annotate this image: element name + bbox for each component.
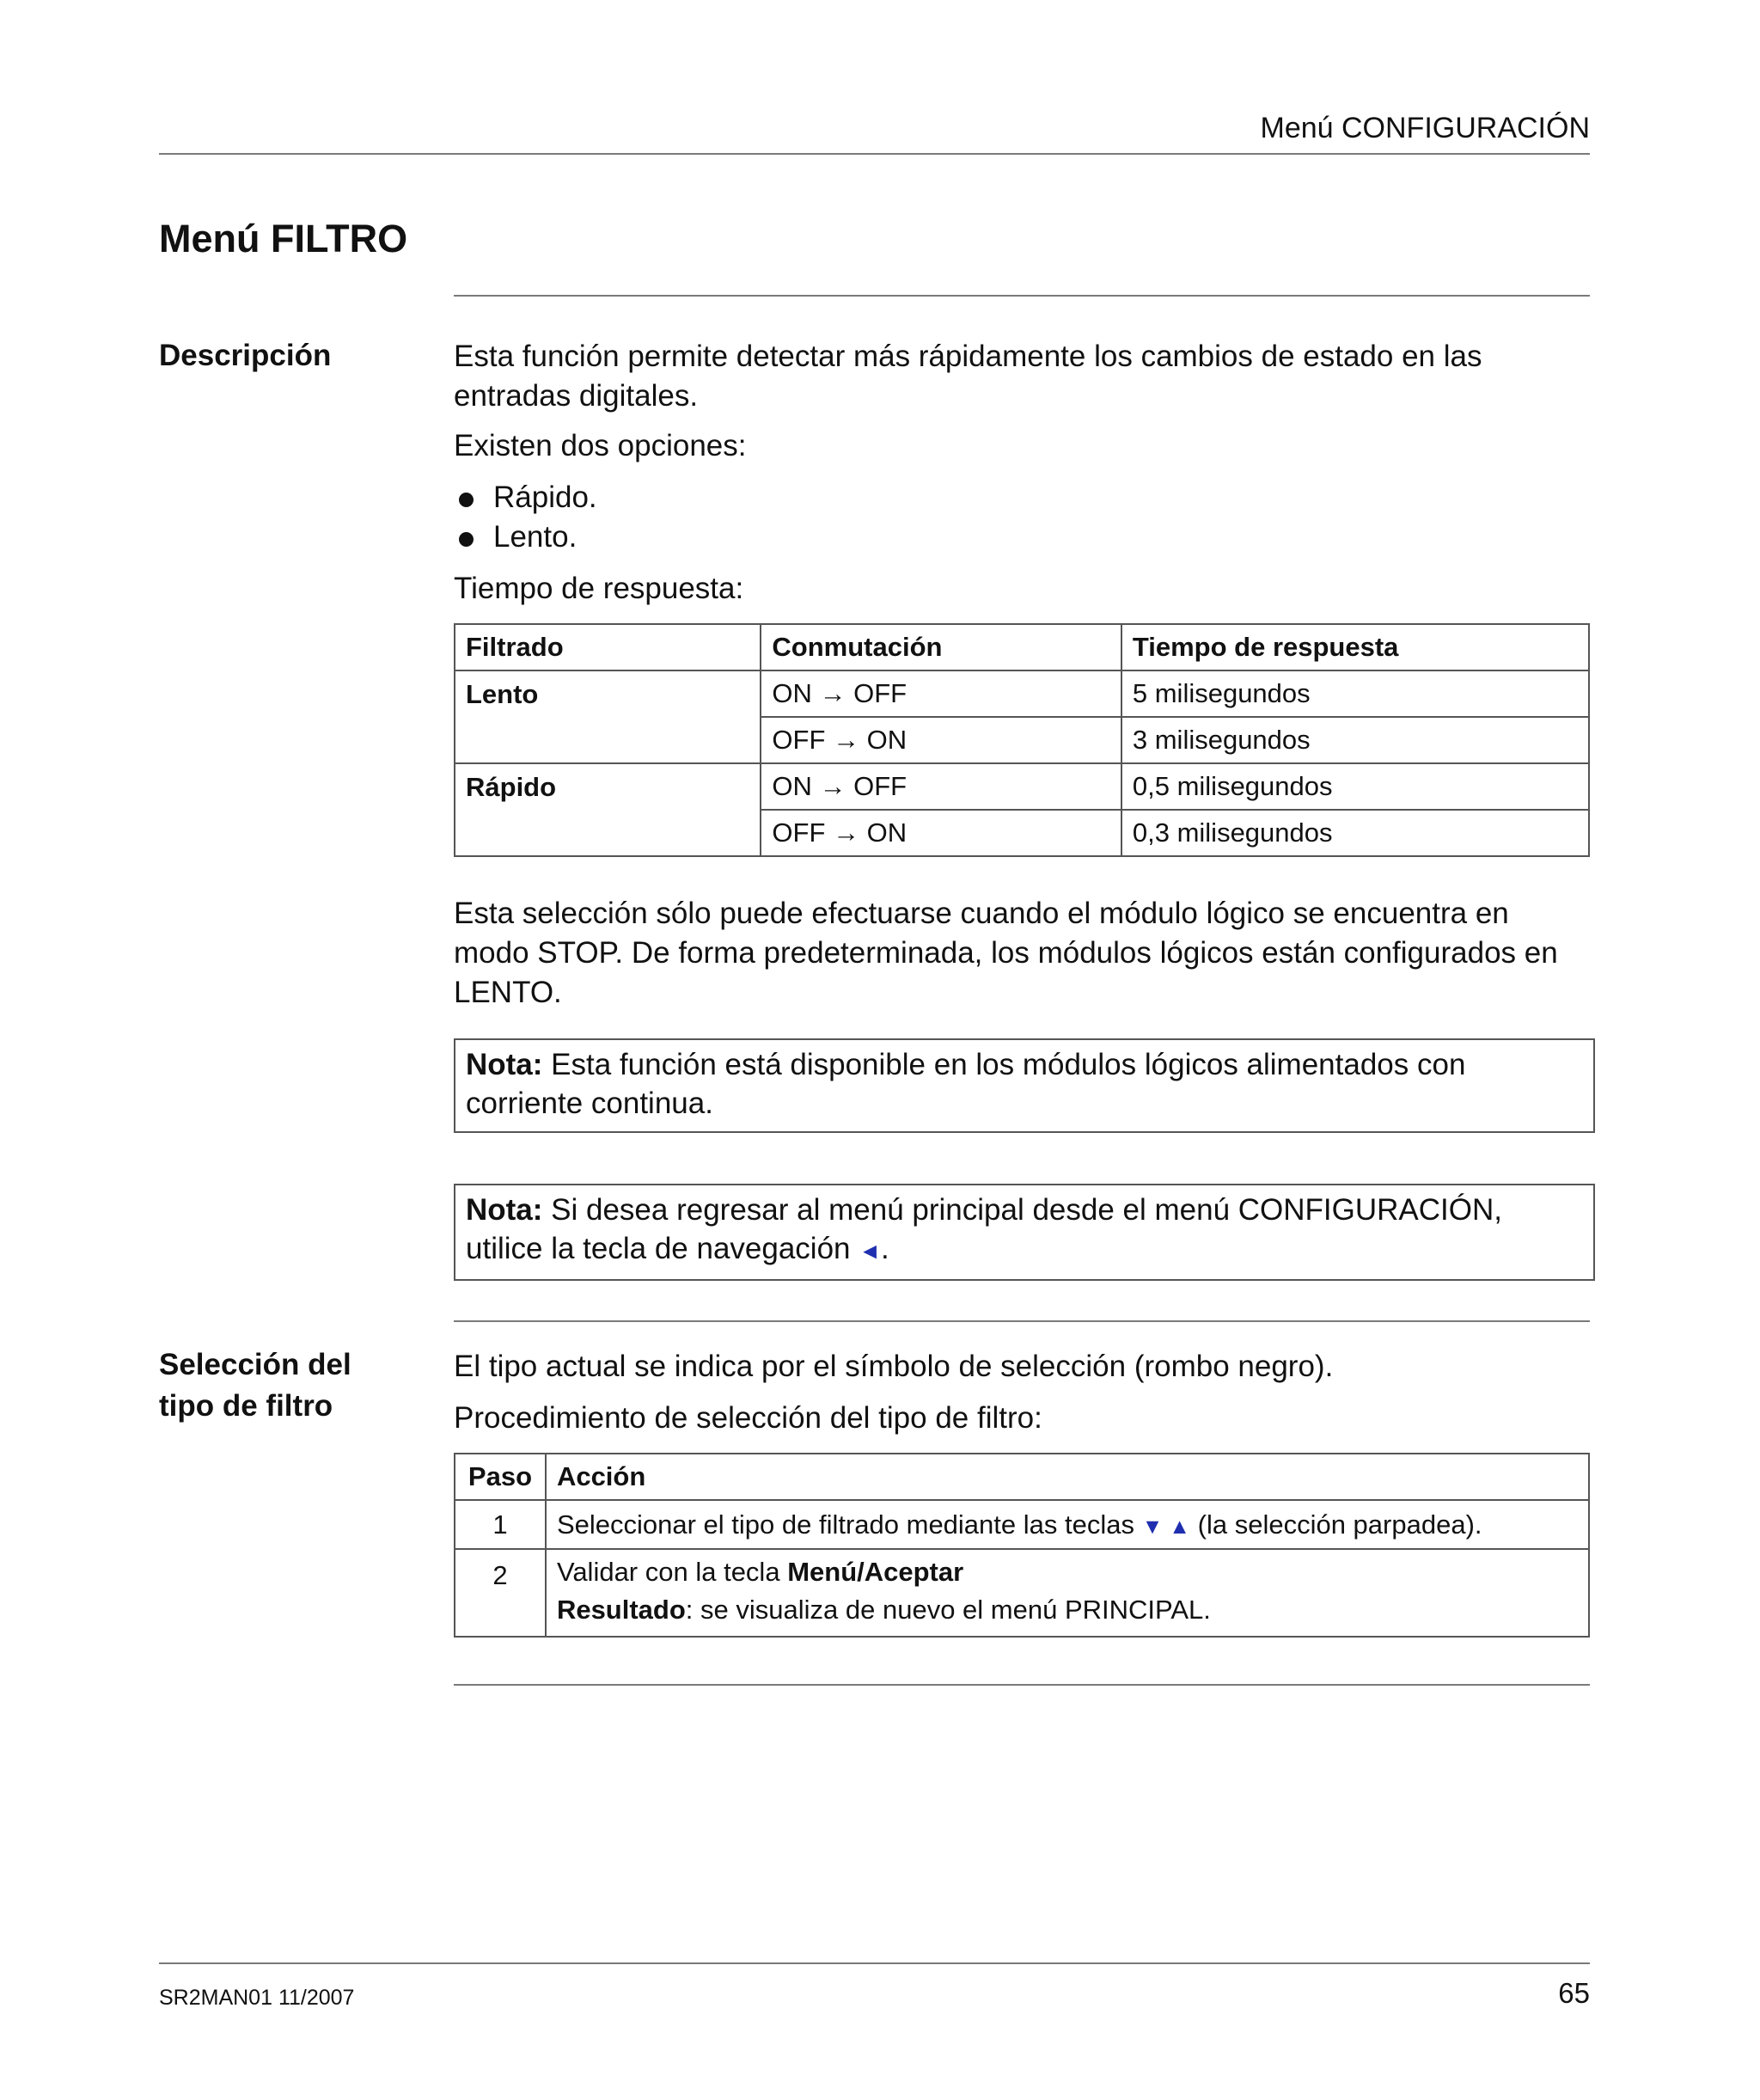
header-rule <box>159 153 1590 155</box>
col-header-conmutacion: Conmutación <box>761 624 1121 670</box>
col-header-paso: Paso <box>455 1454 546 1500</box>
table-row <box>455 670 1589 717</box>
step-action: Validar con la tecla Menú/Aceptar Resultado: se visualiza de nuevo el menú PRINCIPAL. <box>546 1549 1589 1637</box>
bullet-icon <box>459 532 474 547</box>
note-box-navigation: Nota: Si desea regresar al menú principal desde el menú CONFIGURACIÓN, utilice la tecla de navegación ◄. <box>454 1184 1595 1281</box>
col-header-filtrado: Filtrado <box>455 624 761 670</box>
switch-cell: ON → OFF <box>761 763 1121 810</box>
seleccion-line1: El tipo actual se indica por el símbolo de selección (rombo negro). <box>454 1350 1334 1383</box>
time-cell: 5 milisegundos <box>1121 670 1589 717</box>
response-time-table <box>454 623 1590 857</box>
descripcion-label: Descripción <box>159 339 332 372</box>
footer-rule <box>159 1962 1590 1964</box>
seleccion-line2: Procedimiento de selección del tipo de filtro: <box>454 1401 1042 1435</box>
table-header-row <box>455 1454 1589 1500</box>
note-text: Si desea regresar al menú principal desde el menú CONFIGURACIÓN, utilice la tecla de navegación <box>466 1193 1503 1265</box>
page-number: 65 <box>1558 1977 1590 2009</box>
bullet-icon <box>459 493 474 507</box>
table-row <box>455 1500 1589 1549</box>
after-table-text: Esta selección sólo puede efectuarse cuando el módulo lógico se encuentra en modo STOP. De forma predeterminada, los módulos lógicos están configurados en LENTO. <box>454 897 1558 1009</box>
options-lead: Existen dos opciones: <box>454 429 747 462</box>
descripcion-body <box>454 337 1595 609</box>
document-id: SR2MAN01 11/2007 <box>159 1986 355 2010</box>
page-title: Menú FILTRO <box>159 217 408 260</box>
intro-paragraph: Esta función permite detectar más rápidamente los cambios de estado en las entradas digitales. <box>454 340 1482 413</box>
switch-cell: OFF → ON <box>761 810 1121 856</box>
seleccion-body <box>454 1347 1595 1438</box>
section-rule-top <box>454 295 1590 297</box>
note-text: Esta función está disponible en los módulos lógicos alimentados con corriente continua. <box>466 1048 1466 1120</box>
step-number: 2 <box>455 1549 546 1637</box>
list-item: Lento. <box>454 517 1595 557</box>
table-header-row <box>455 624 1589 670</box>
note-box-dc <box>454 1038 1595 1133</box>
table-row <box>455 1549 1589 1637</box>
list-item: Rápido. <box>454 478 1595 517</box>
response-lead: Tiempo de respuesta: <box>454 572 744 605</box>
step-number: 1 <box>455 1500 546 1549</box>
note-label: Nota: <box>466 1048 543 1081</box>
section-rule-middle <box>454 1320 1590 1322</box>
section-rule-bottom <box>454 1684 1590 1686</box>
col-header-accion: Acción <box>546 1454 1589 1500</box>
table-row <box>455 763 1589 810</box>
step-action: Seleccionar el tipo de filtrado mediante las teclas ▼ ▲ (la selección parpadea). <box>546 1500 1589 1549</box>
options-list <box>454 478 1595 557</box>
col-header-tiempo: Tiempo de respuesta <box>1121 624 1589 670</box>
switch-cell: OFF → ON <box>761 717 1121 763</box>
down-up-arrow-icon: ▼ ▲ <box>1141 1514 1191 1539</box>
time-cell: 3 milisegundos <box>1121 717 1589 763</box>
filter-cell: Rápido <box>455 763 761 856</box>
seleccion-label: Selección del tipo de filtro <box>159 1348 351 1423</box>
running-header: Menú CONFIGURACIÓN <box>1260 112 1590 144</box>
time-cell: 0,3 milisegundos <box>1121 810 1589 856</box>
left-arrow-icon: ◄ <box>859 1238 881 1264</box>
filter-cell: Lento <box>455 670 761 763</box>
switch-cell: ON → OFF <box>761 670 1121 717</box>
procedure-table <box>454 1453 1590 1638</box>
note-label: Nota: <box>466 1193 543 1227</box>
time-cell: 0,5 milisegundos <box>1121 763 1589 810</box>
